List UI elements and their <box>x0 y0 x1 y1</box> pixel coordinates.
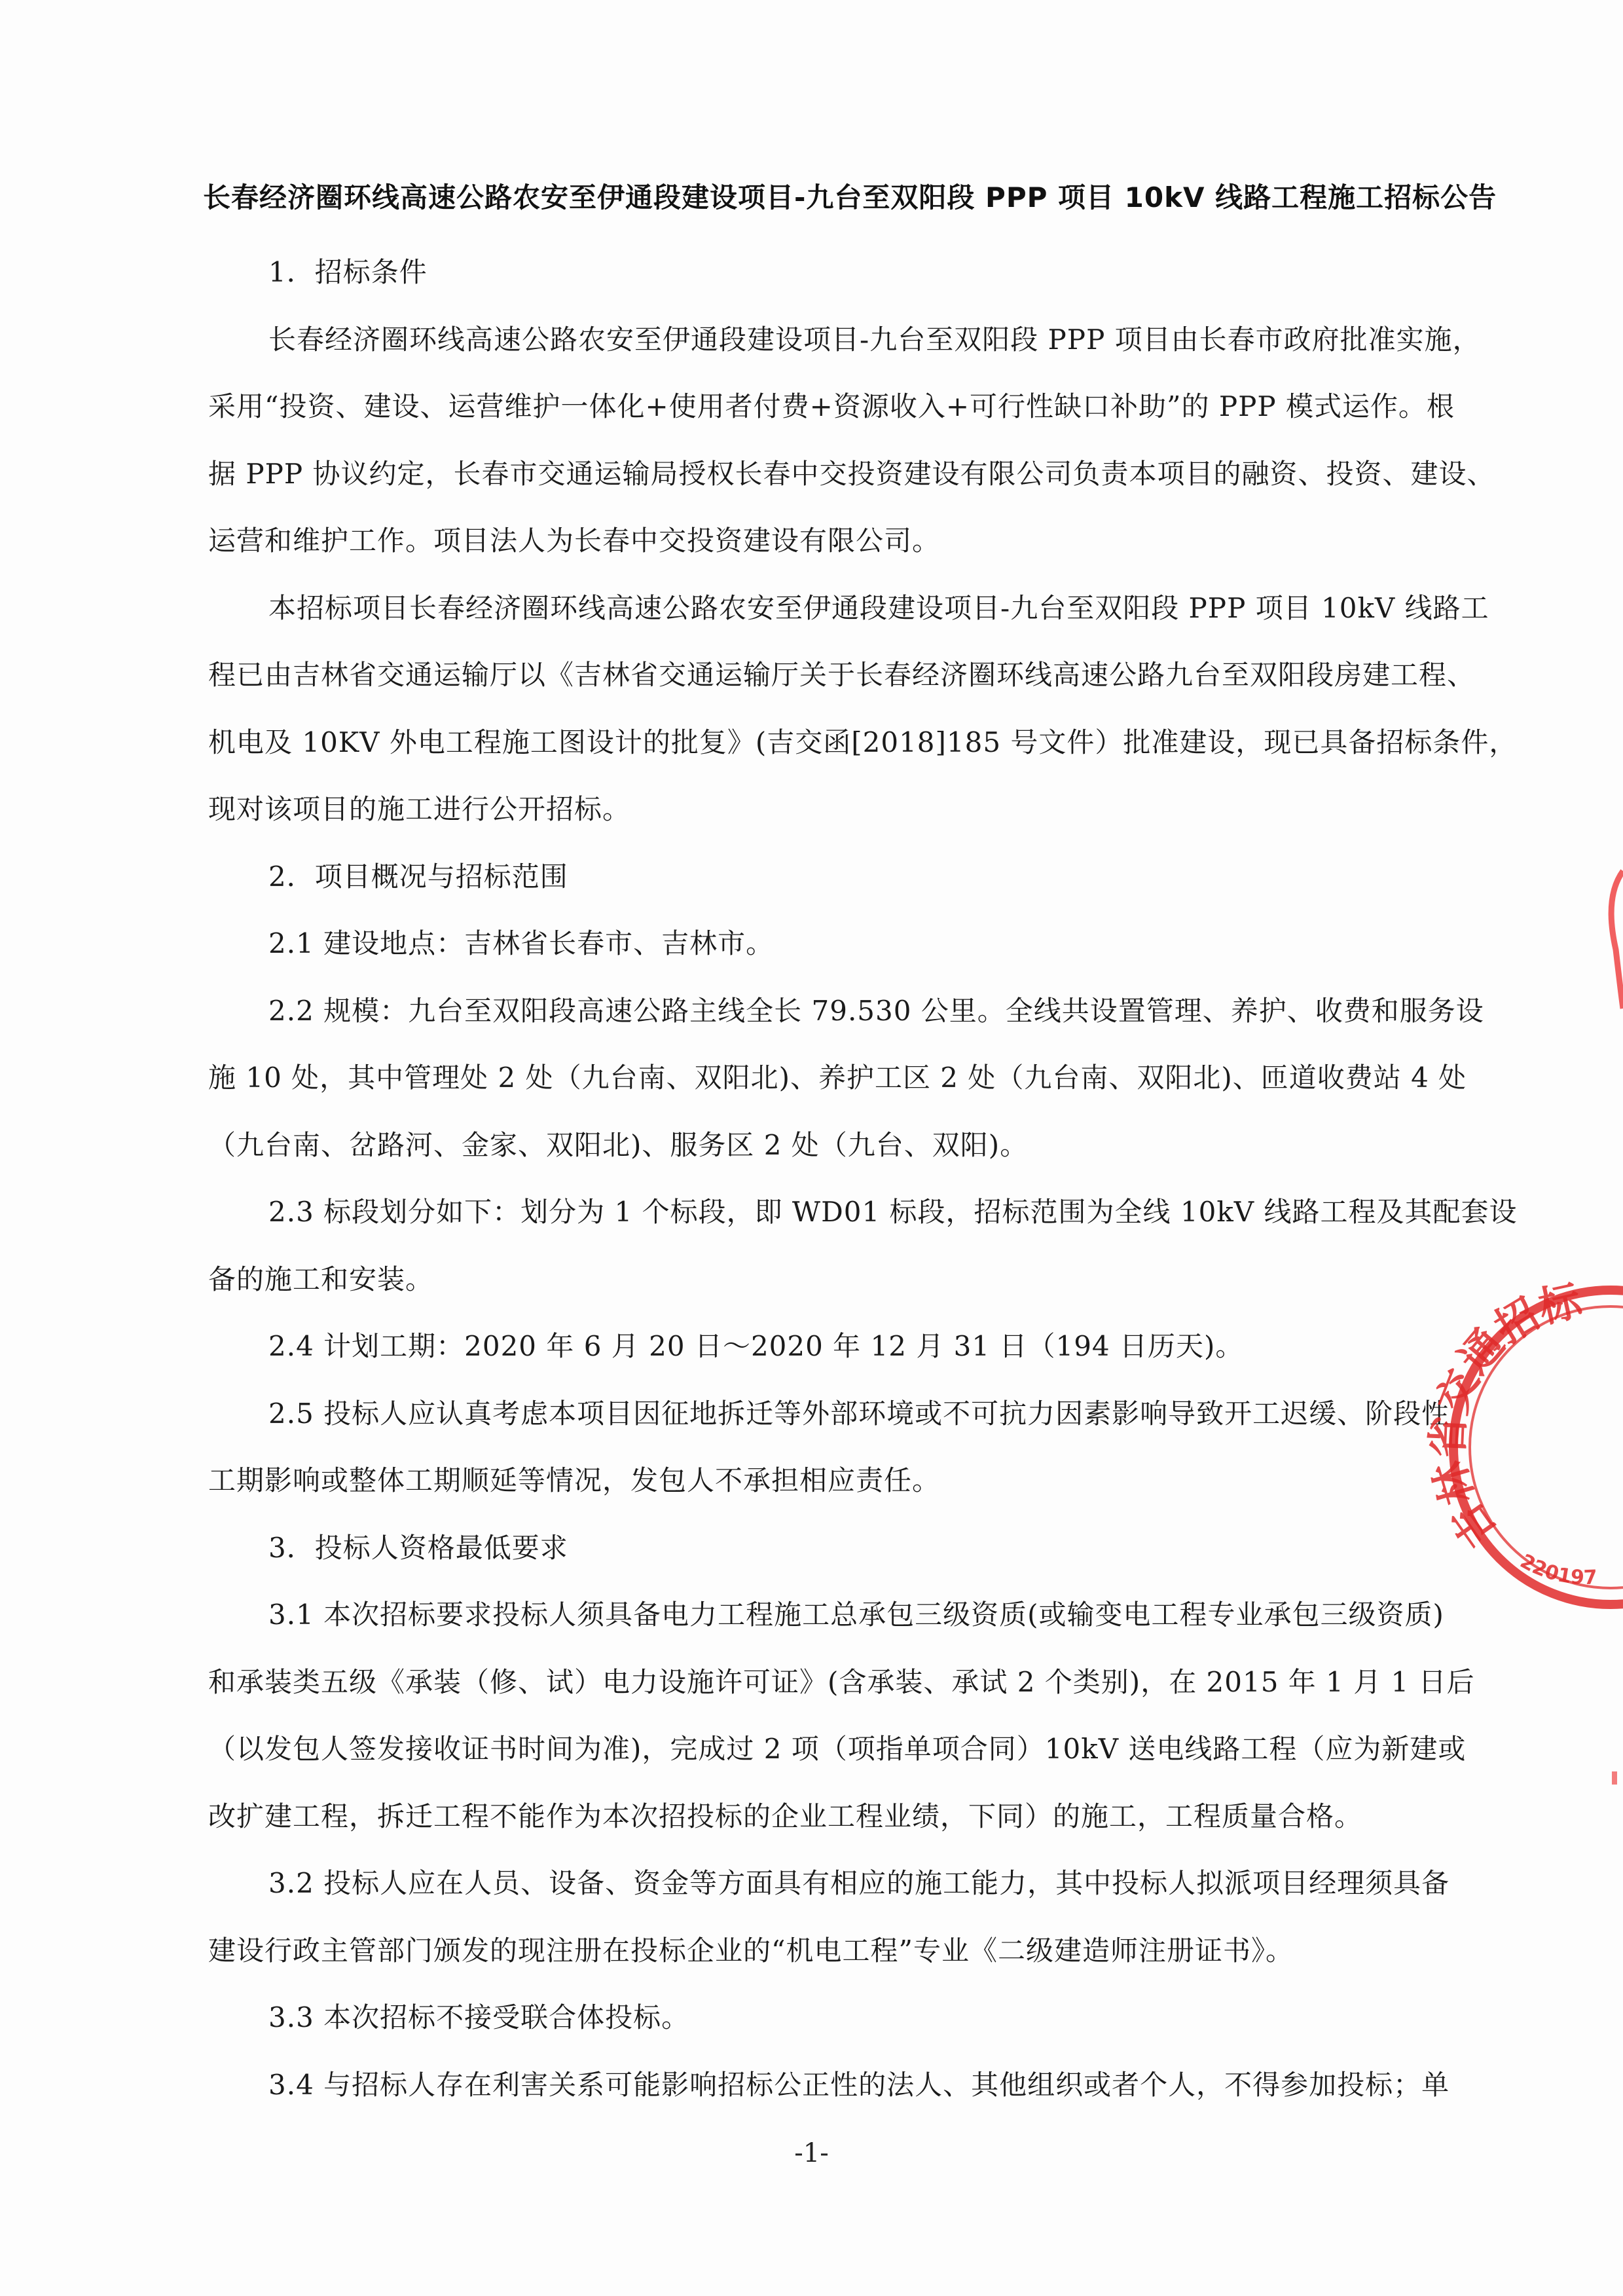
paragraph-line: 本招标项目长春经济圈环线高速公路农安至伊通段建设项目-九台至双阳段 PPP 项目 10kV 线路工 <box>268 591 1489 624</box>
seal-number: 220197 <box>1516 1549 1598 1590</box>
paragraph-line: 2.5 投标人应认真考虑本项目因征地拆迁等外部环境或不可抗力因素影响导致开工迟缓、阶段性 <box>268 1397 1450 1430</box>
paragraph-line: 据 PPP 协议约定，长春市交通运输局授权长春中交投资建设有限公司负责本项目的融资、投资、建设、 <box>208 457 1495 490</box>
document-title: 长春经济圈环线高速公路农安至伊通段建设项目-九台至双阳段 PPP 项目 10kV 线路工程施工招标公告 <box>203 181 1497 213</box>
paragraph-line: 采用“投资、建设、运营维护一体化+使用者付费+资源收入+可行性缺口补助”的 PPP 模式运作。根 <box>208 390 1455 422</box>
ink-mark <box>1612 1771 1617 1785</box>
paragraph-line: 工期影响或整体工期顺延等情况，发包人不承担相应责任。 <box>208 1464 941 1496</box>
paragraph-line: 运营和维护工作。项目法人为长春中交投资建设有限公司。 <box>208 525 941 557</box>
paragraph-line: 2．项目概况与招标范围 <box>268 860 568 893</box>
paragraph-line: 3.2 投标人应在人员、设备、资金等方面具有相应的施工能力，其中投标人拟派项目经理须具备 <box>268 1867 1450 1899</box>
paragraph-line: 2.2 规模：九台至双阳段高速公路主线全长 79.530 公里。全线共设置管理、养护、收费和服务设 <box>268 994 1484 1027</box>
paragraph-line: 施 10 处，其中管理处 2 处（九台南、双阳北)、养护工区 2 处（九台南、双阳北)、匝道收费站 4 处 <box>208 1062 1467 1094</box>
paragraph-line: 和承装类五级《承装（修、试）电力设施许可证》(含承装、承试 2 个类别)，在 2015 年 1 月 1 日后 <box>208 1665 1475 1698</box>
paragraph-line: 备的施工和安装。 <box>208 1263 434 1295</box>
paragraph-line: 2.4 计划工期：2020 年 6 月 20 日～2020 年 12 月 31 日（194 日历天)。 <box>268 1330 1244 1362</box>
paragraph-line: 建设行政主管部门颁发的现注册在投标企业的“机电工程”专业《二级建造师注册证书》。 <box>208 1934 1294 1967</box>
paragraph-line: 改扩建工程，拆迁工程不能作为本次招投标的企业工程业绩，下同）的施工，工程质量合格。 <box>208 1800 1363 1832</box>
paragraph-line: 2.3 标段划分如下：划分为 1 个标段，即 WD01 标段，招标范围为全线 10kV 线路工程及其配套设 <box>268 1196 1518 1228</box>
seal-inner-ring <box>1470 1306 1623 1588</box>
paragraph-line: 3.1 本次招标要求投标人须具备电力工程施工总承包三级资质(或输变电工程专业承包三级资质) <box>268 1599 1444 1631</box>
paragraph-line: （以发包人签发接收证书时间为准)，完成过 2 项（项指单项合同）10kV 送电线路工程（应为新建或 <box>208 1733 1467 1765</box>
paragraph-line: 机电及 10KV 外电工程施工图设计的批复》(吉交函[2018]185 号文件）批准建设，现已具备招标条件， <box>208 726 1518 758</box>
seal-outer-ring <box>1453 1290 1623 1604</box>
paragraph-line: 3.3 本次招标不接受联合体投标。 <box>268 2001 690 2033</box>
page-number: -1- <box>794 2138 829 2168</box>
paragraph-line: 3．投标人资格最低要求 <box>268 1531 568 1564</box>
seal-fragment-top <box>1611 871 1623 1009</box>
paragraph-line: 程已由吉林省交通运输厅以《吉林省交通运输厅关于长春经济圈环线高速公路九台至双阳段房建工程、 <box>208 659 1476 691</box>
paragraph-line: （九台南、岔路河、金家、双阳北)、服务区 2 处（九台、双阳)。 <box>208 1128 1029 1161</box>
seal-text: 吉林省交通招标 <box>1423 1276 1586 1556</box>
paragraph-line: 1．招标条件 <box>268 256 428 288</box>
paragraph-line: 现对该项目的施工进行公开招标。 <box>208 793 631 825</box>
paragraph-line: 3.4 与招标人存在利害关系可能影响招标公正性的法人、其他组织或者个人，不得参加投标；单 <box>268 2068 1450 2101</box>
paragraph-line: 2.1 建设地点：吉林省长春市、吉林市。 <box>268 927 775 959</box>
paragraph-line: 长春经济圈环线高速公路农安至伊通段建设项目-九台至双阳段 PPP 项目由长春市政府批准实施， <box>268 323 1481 356</box>
